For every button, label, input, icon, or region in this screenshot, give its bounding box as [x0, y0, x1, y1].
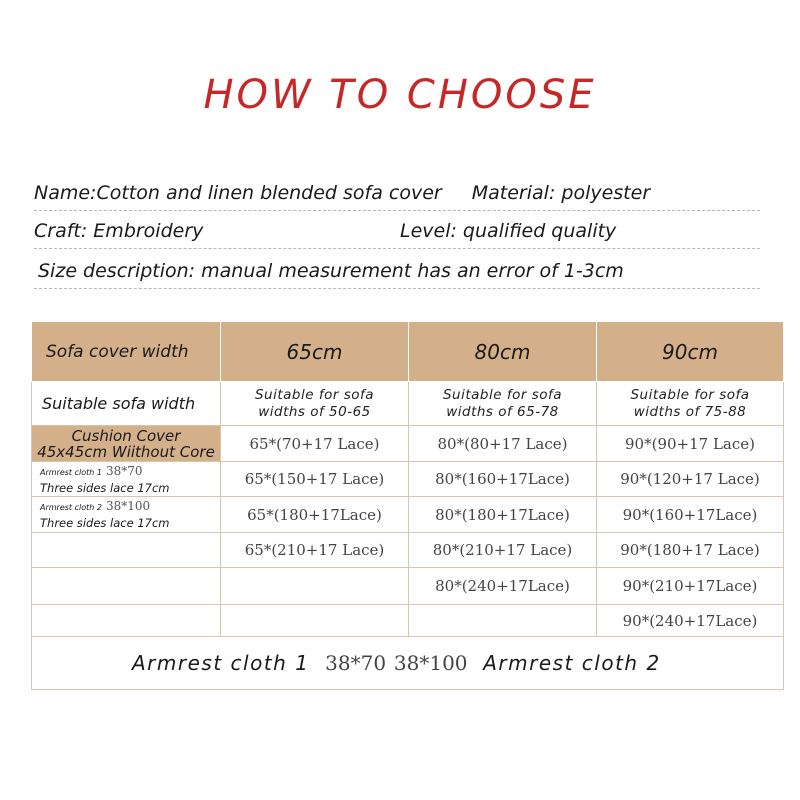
row3-90: 90*(160+17Lace)	[597, 497, 784, 533]
size-description: Size description: manual measurement has an error of 1-3cm	[38, 260, 624, 282]
row3-65: 65*(180+17Lace)	[221, 497, 409, 533]
armrest1-size: 38*70	[105, 463, 143, 478]
cushion-row	[32, 426, 784, 462]
row6-80-empty	[409, 605, 597, 637]
suitable-80-line2: widths of 65-78	[446, 403, 559, 420]
header-label: Sofa cover width	[32, 322, 221, 382]
footer-armrest2: Armrest cloth 2	[483, 651, 661, 675]
product-level: Level: qualified quality	[400, 220, 617, 242]
size-row-6	[32, 605, 784, 637]
row2-90: 90*(120+17 Lace)	[597, 462, 784, 497]
footer-size1: 38*70	[325, 651, 387, 675]
row2-80: 80*(160+17Lace)	[409, 462, 597, 497]
row4-empty	[32, 533, 221, 568]
armrest1-note: Three sides lace 17cm	[40, 480, 170, 495]
size-row-4	[32, 533, 784, 568]
product-craft: Craft: Embroidery	[34, 220, 204, 242]
suitable-90-line2: widths of 75-88	[633, 403, 747, 420]
suitable-row	[32, 382, 784, 426]
cushion-label-line2: 45x45cm Wiithout Core	[37, 442, 215, 461]
cushion-90: 90*(90+17 Lace)	[597, 426, 784, 462]
suitable-65-line1: Suitable for sofa	[254, 386, 375, 403]
cushion-label-line1: Cushion Cover	[71, 426, 181, 445]
header-65cm: 65cm	[221, 322, 409, 382]
page-title: HOW TO CHOOSE	[203, 72, 597, 118]
row4-90: 90*(180+17 Lace)	[597, 533, 784, 568]
suitable-90	[597, 382, 784, 426]
cushion-80: 80*(80+17 Lace)	[409, 426, 597, 462]
row3-80: 80*(180+17Lace)	[409, 497, 597, 533]
size-row-5	[32, 568, 784, 605]
suitable-80-line1: Suitable for sofa	[442, 386, 563, 403]
footer-armrest1: Armrest cloth 1	[132, 651, 310, 675]
header-row	[32, 322, 784, 382]
armrest2-note: Three sides lace 17cm	[40, 516, 170, 530]
footer-size2: 38*100	[393, 651, 468, 675]
row4-80: 80*(210+17 Lace)	[409, 533, 597, 568]
suitable-label: Suitable sofa width	[32, 382, 221, 426]
armrest-footer-row	[32, 637, 784, 690]
info-line-name-material	[34, 176, 760, 211]
armrest1-row	[32, 462, 784, 497]
row5-65-empty	[221, 568, 409, 605]
row5-80: 80*(240+17Lace)	[409, 568, 597, 605]
suitable-65-line2: widths of 50-65	[258, 403, 371, 420]
armrest2-label	[32, 497, 221, 533]
header-90cm: 90cm	[597, 322, 784, 382]
product-name: Name:Cotton and linen blended sofa cover	[34, 182, 442, 204]
size-table	[31, 321, 784, 690]
row6-90: 90*(240+17Lace)	[597, 605, 784, 637]
armrest2-size: 38*100	[105, 499, 151, 513]
row6-65-empty	[221, 605, 409, 637]
row5-empty	[32, 568, 221, 605]
product-material: Material: polyester	[471, 182, 651, 204]
armrest-footer	[32, 637, 784, 690]
armrest2-row	[32, 497, 784, 533]
suitable-90-line1: Suitable for sofa	[630, 386, 750, 403]
info-line-size-description	[34, 254, 760, 289]
suitable-65	[221, 382, 409, 426]
row4-65: 65*(210+17 Lace)	[221, 533, 409, 568]
info-line-craft-level	[34, 214, 760, 249]
row5-90: 90*(210+17Lace)	[597, 568, 784, 605]
row2-65: 65*(150+17 Lace)	[221, 462, 409, 497]
header-80cm: 80cm	[409, 322, 597, 382]
armrest2-name: Armrest cloth 2	[40, 503, 102, 512]
cushion-label	[32, 426, 221, 462]
cushion-65: 65*(70+17 Lace)	[221, 426, 409, 462]
row6-empty	[32, 605, 221, 637]
armrest1-name: Armrest cloth 1	[40, 467, 102, 477]
suitable-80	[409, 382, 597, 426]
armrest1-label	[32, 462, 221, 497]
